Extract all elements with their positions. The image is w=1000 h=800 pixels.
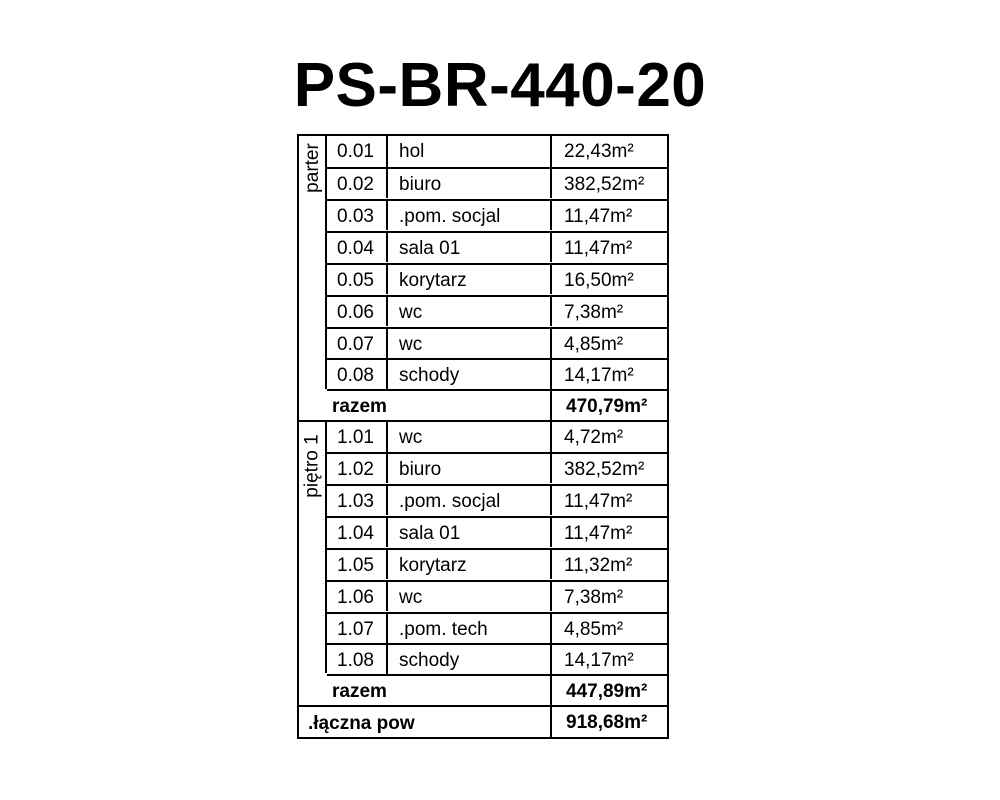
section-label-text: parter — [302, 143, 324, 193]
section-label-pietro-1 — [302, 422, 324, 510]
room-name: biuro — [399, 459, 442, 480]
section-divider — [299, 705, 669, 707]
subtotal-value: 447,89m² — [566, 681, 648, 702]
room-area: 4,72m² — [564, 427, 624, 448]
room-area: 11,47m² — [564, 491, 633, 512]
table-row — [327, 548, 669, 579]
table-row — [327, 580, 669, 611]
room-name: wc — [399, 427, 423, 448]
room-area: 382,52m² — [564, 459, 645, 480]
room-number: 0.08 — [337, 365, 374, 386]
room-number: 0.04 — [337, 238, 374, 259]
table-row — [327, 327, 669, 358]
subtotal-label: razem — [332, 681, 387, 702]
room-number: 1.03 — [337, 491, 374, 512]
room-area: 4,85m² — [564, 334, 624, 355]
room-area: 4,85m² — [564, 619, 624, 640]
table-row — [327, 643, 669, 674]
table-row — [327, 612, 669, 643]
room-name: wc — [399, 587, 423, 608]
section-label-text: piętro 1 — [302, 434, 323, 498]
room-name: .pom. tech — [399, 619, 488, 640]
room-area: 7,38m² — [564, 587, 624, 608]
room-number: 0.07 — [337, 334, 374, 355]
room-area: 382,52m² — [564, 174, 645, 195]
room-number: 1.04 — [337, 523, 374, 544]
room-name: schody — [399, 365, 460, 386]
table-row — [327, 358, 669, 389]
room-name: schody — [399, 650, 460, 671]
room-name: sala 01 — [399, 238, 461, 259]
table-row — [327, 167, 669, 198]
section-label-parter — [302, 136, 324, 200]
subtotal-value: 470,79m² — [566, 396, 648, 417]
row-divider — [327, 674, 669, 676]
table-row — [327, 263, 669, 294]
area-schedule-table — [297, 134, 669, 739]
room-area: 11,47m² — [564, 206, 633, 227]
room-area: 14,17m² — [564, 650, 634, 671]
page-title: PS-BR-440-20 — [293, 51, 707, 120]
room-number: 0.05 — [337, 270, 374, 291]
room-area: 11,47m² — [564, 238, 633, 259]
subtotal-label: razem — [332, 396, 387, 417]
room-name: hol — [399, 141, 425, 162]
room-area: 7,38m² — [564, 302, 624, 323]
room-area: 11,32m² — [564, 555, 633, 576]
room-area: 14,17m² — [564, 365, 634, 386]
room-number: 0.02 — [337, 174, 374, 195]
total-label: .łączna pow — [308, 713, 415, 734]
room-number: 0.01 — [337, 141, 374, 162]
room-number: 0.03 — [337, 206, 374, 227]
room-number: 1.06 — [337, 587, 374, 608]
room-number: 1.07 — [337, 619, 374, 640]
table-row — [327, 516, 669, 547]
column-divider — [550, 705, 552, 739]
room-name: .pom. socjal — [399, 491, 501, 512]
room-number: 1.01 — [337, 427, 374, 448]
row-divider — [327, 389, 669, 391]
room-area: 11,47m² — [564, 523, 633, 544]
room-number: 0.06 — [337, 302, 374, 323]
room-number: 1.02 — [337, 459, 374, 480]
room-name: biuro — [399, 174, 442, 195]
room-area: 22,43m² — [564, 141, 634, 162]
table-row — [327, 199, 669, 230]
room-name: korytarz — [399, 270, 467, 291]
table-row — [327, 295, 669, 326]
room-name: wc — [399, 334, 423, 355]
room-name: sala 01 — [399, 523, 461, 544]
room-name: wc — [399, 302, 423, 323]
table-row — [327, 484, 669, 515]
room-name: korytarz — [399, 555, 467, 576]
table-row — [327, 136, 669, 167]
room-area: 16,50m² — [564, 270, 634, 291]
total-value: 918,68m² — [566, 712, 648, 733]
room-number: 1.05 — [337, 555, 374, 576]
table-row — [327, 452, 669, 483]
column-divider — [550, 389, 552, 421]
room-number: 1.08 — [337, 650, 374, 671]
column-divider — [550, 674, 552, 706]
table-row — [327, 422, 669, 453]
table-row — [327, 231, 669, 262]
room-name: .pom. socjal — [399, 206, 501, 227]
